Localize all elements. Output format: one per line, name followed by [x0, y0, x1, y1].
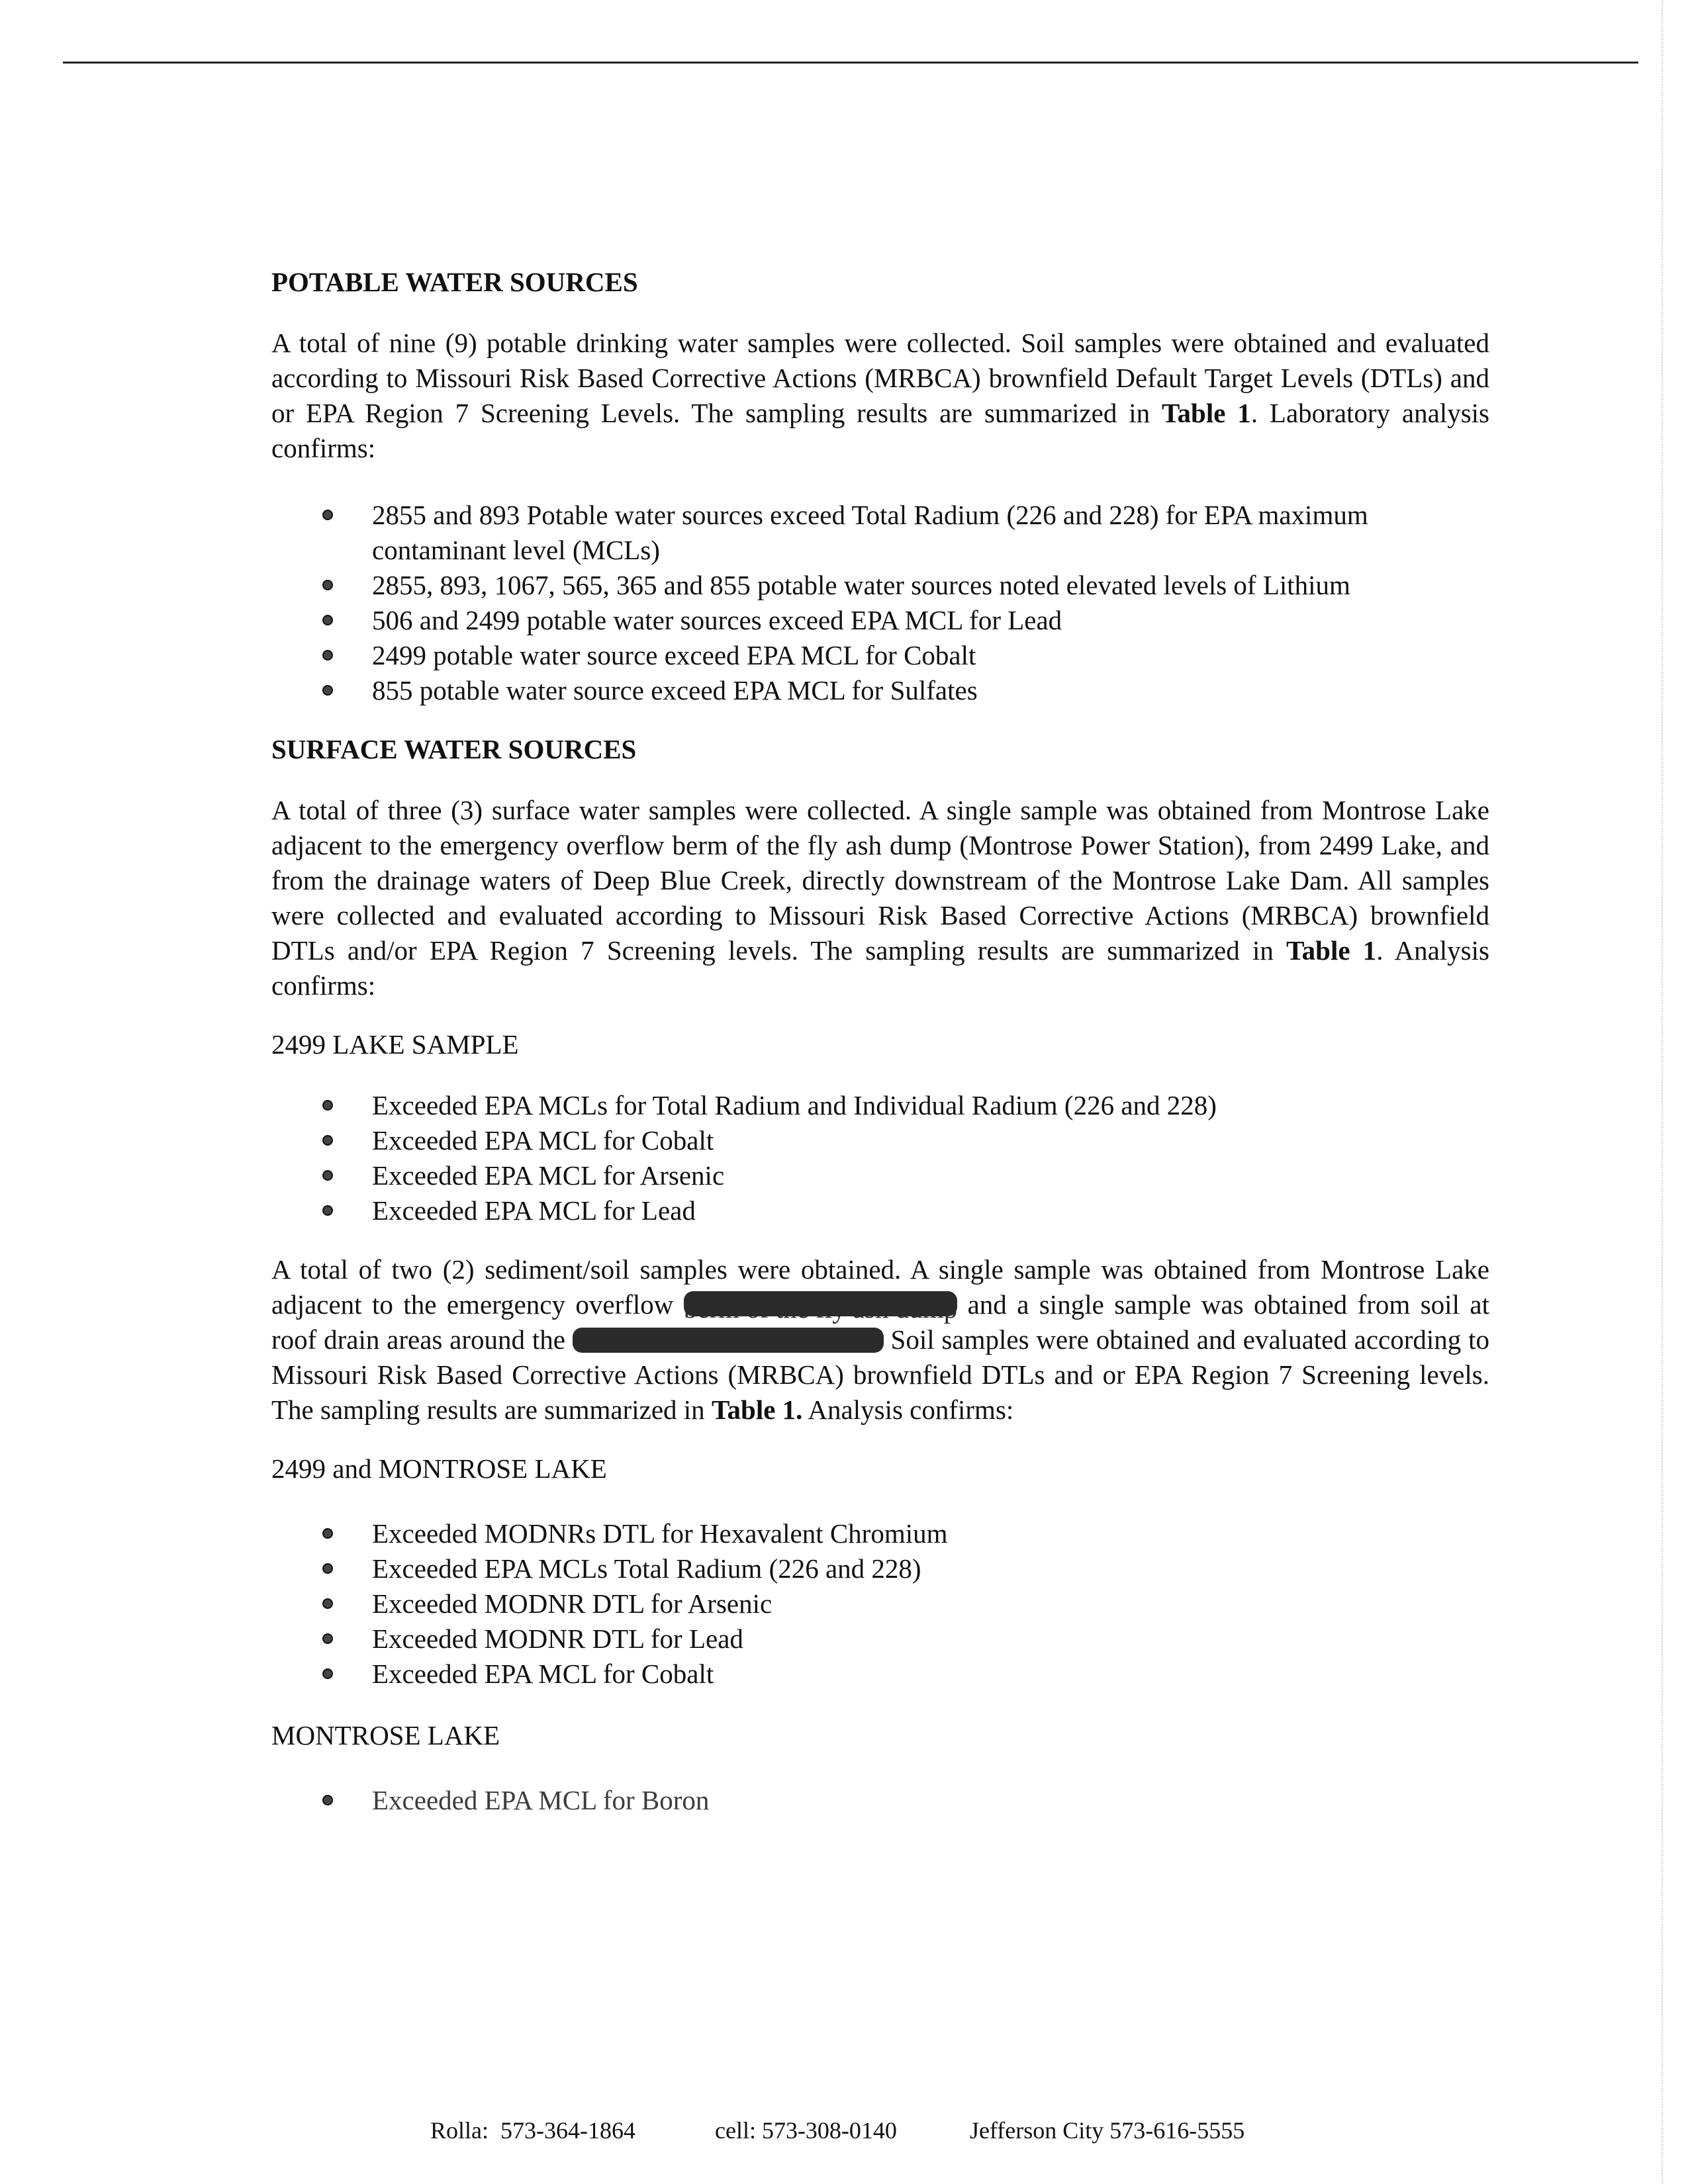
bullet-text: Exceeded EPA MCLs for Total Radium and Individual Radium (226 and 228)	[372, 1090, 1217, 1120]
bullet-icon	[322, 1633, 333, 1644]
bullet-icon	[322, 1100, 333, 1111]
sediment-paragraph-rest: Soil samples were obtained and evaluated according to Missouri Risk Based Corrective Actions (MRBCA) brownfield DTLs and or EPA Region 7 Screening levels. The sampling results are summarized in	[271, 1324, 1489, 1425]
sediment-paragraph-end: Analysis confirms:	[802, 1394, 1014, 1425]
potable-paragraph-text: A total of nine (9) potable drinking water samples were collected. Soil samples were obtained and evaluated according to Missouri Risk Based Corrective Actions (MRBCA) brownfield Default Target Levels (DTLs) and or EPA Region 7 Screening Levels. The sampling results are summarized in	[271, 328, 1489, 428]
footer-contacts	[430, 2116, 1244, 2144]
bullet-text: 2855, 893, 1067, 565, 365 and 855 potable water sources noted elevated levels of Lithium	[372, 570, 1350, 600]
montrose-lake-heading: MONTROSE LAKE	[271, 1720, 500, 1751]
bullet-icon	[322, 1135, 333, 1146]
surface-paragraph-text: A total of three (3) surface water samples were collected. A single sample was obtained from Montrose Lake adjacent to the emergency overflow berm of the fly ash dump (Montrose Power Station), from 2499 Lake, and from the drainage waters of Deep Blue Creek, directly downstream of the Montrose Lake Dam. All samples were collected and evaluated according to Missouri Risk Based Corrective Actions (MRBCA) brownfield DTLs and/or EPA Region 7 Screening levels. The sampling results are summarized in	[271, 795, 1489, 966]
list-item	[271, 1551, 1489, 1586]
table-ref: Table 1.	[711, 1394, 803, 1425]
sediment-paragraph-middle: and a single sample was obtained from soil at roof drain areas around the	[271, 1289, 1489, 1355]
header-rule	[63, 62, 1638, 64]
redacted-text: berm of the fly ash dump	[684, 1291, 957, 1316]
list-item	[271, 673, 1489, 708]
list-item	[271, 568, 1489, 603]
bullet-text: 506 and 2499 potable water sources exceed EPA MCL for Lead	[372, 605, 1062, 635]
surface-paragraph-end: . Analysis confirms:	[271, 935, 1489, 1001]
redaction-block	[573, 1328, 884, 1353]
list-item	[271, 1621, 1489, 1657]
bullet-icon	[322, 510, 333, 520]
bullet-text: 855 potable water source exceed EPA MCL for Sulfates	[372, 675, 978, 705]
footer-jefferson-phone: Jefferson City 573-616-5555	[969, 2117, 1245, 2144]
list-item	[271, 1123, 1489, 1158]
montrose-bullet-list	[271, 1783, 1489, 1818]
list-item	[271, 498, 1489, 568]
bullet-icon	[322, 1598, 333, 1609]
bullet-text: Exceeded EPA MCL for Lead	[372, 1195, 696, 1226]
bullet-text: Exceeded MODNR DTL for Arsenic	[372, 1588, 773, 1619]
list-item	[271, 1516, 1489, 1551]
table-ref: Table 1	[1161, 398, 1251, 428]
document-body	[271, 265, 1489, 1818]
bullet-text: Exceeded EPA MCL for Arsenic	[372, 1160, 725, 1191]
list-item	[271, 1158, 1489, 1193]
sediment-paragraph-text: A total of two (2) sediment/soil samples were obtained. A single sample was obtained from Montrose Lake adjacent to the emergency overflow	[271, 1254, 1489, 1320]
list-item	[271, 1088, 1489, 1123]
bullet-icon	[322, 615, 333, 625]
bullet-icon	[322, 580, 333, 590]
potable-paragraph	[271, 326, 1489, 466]
page-edge	[1662, 0, 1663, 2184]
surface-heading: SURFACE WATER SOURCES	[271, 734, 637, 764]
list-item	[271, 603, 1489, 638]
bullet-text: Exceeded EPA MCL for Cobalt	[372, 1125, 714, 1156]
bullet-text: 2855 and 893 Potable water sources exceed Total Radium (226 and 228) for EPA maximum contaminant level (MCLs)	[372, 500, 1368, 565]
bullet-icon	[322, 650, 333, 660]
bullet-text: Exceeded MODNR DTL for Lead	[372, 1623, 743, 1654]
list-item	[271, 1193, 1489, 1228]
lake-bullet-list	[271, 1088, 1489, 1228]
bullet-text: Exceeded MODNRs DTL for Hexavalent Chromium	[372, 1518, 948, 1549]
surface-paragraph	[271, 793, 1489, 1003]
bullet-icon	[322, 1563, 333, 1574]
sediment-paragraph	[271, 1252, 1489, 1428]
list-item	[271, 1586, 1489, 1621]
bullet-text: Exceeded EPA MCL for Boron	[372, 1785, 710, 1815]
bullet-icon	[322, 1170, 333, 1181]
list-item	[271, 1657, 1489, 1692]
footer-rolla-phone: Rolla: 573-364-1864	[430, 2117, 635, 2144]
bullet-icon	[322, 1795, 333, 1805]
bullet-icon	[322, 685, 333, 696]
potable-heading: POTABLE WATER SOURCES	[271, 267, 638, 297]
lake-montrose-bullet-list	[271, 1516, 1489, 1692]
potable-paragraph-end: . Laboratory analysis confirms:	[271, 398, 1490, 463]
lake-sample-heading: 2499 LAKE SAMPLE	[271, 1029, 519, 1060]
bullet-text: Exceeded EPA MCLs Total Radium (226 and 228)	[372, 1553, 921, 1584]
bullet-icon	[322, 1528, 333, 1539]
footer-cell-phone: cell: 573-308-0140	[714, 2117, 897, 2144]
potable-bullet-list	[271, 498, 1489, 708]
list-item	[271, 1783, 1489, 1818]
bullet-icon	[322, 1205, 333, 1216]
bullet-icon	[322, 1668, 333, 1679]
table-ref: Table 1	[1286, 935, 1377, 966]
list-item	[271, 638, 1489, 673]
bullet-text: Exceeded EPA MCL for Cobalt	[372, 1659, 714, 1689]
bullet-text: 2499 potable water source exceed EPA MCL for Cobalt	[372, 640, 976, 670]
lake-montrose-heading: 2499 and MONTROSE LAKE	[271, 1453, 607, 1484]
